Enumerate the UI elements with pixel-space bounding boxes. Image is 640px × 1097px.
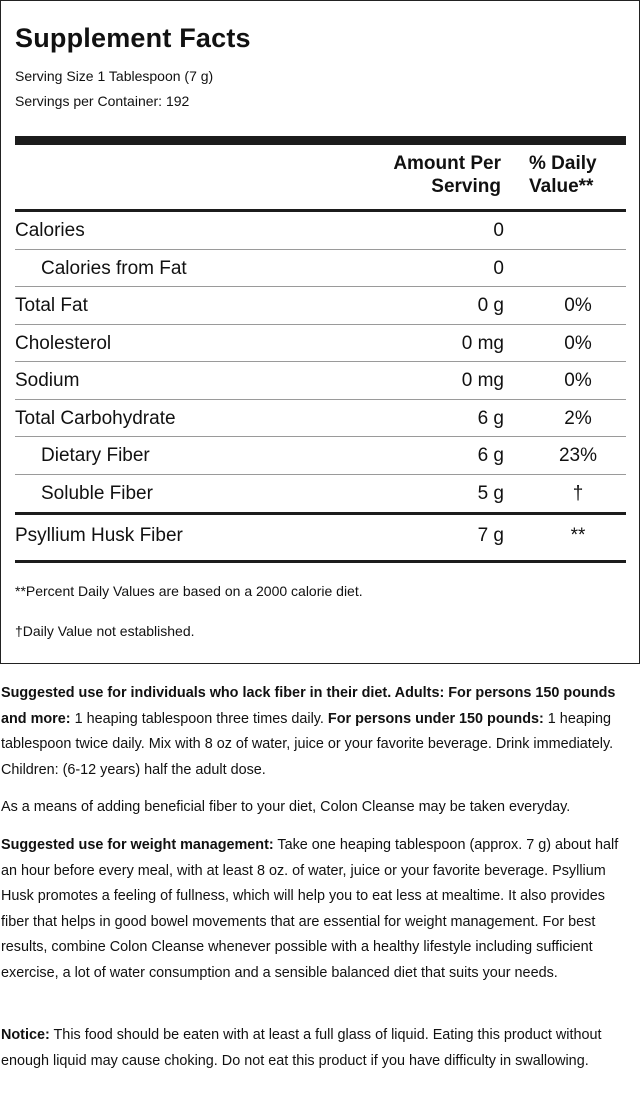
weight-management-heading: Suggested use for weight management: — [1, 837, 274, 853]
nutrient-row-sodium — [15, 362, 626, 399]
daily-value-footnote: **Percent Daily Values are based on a 2000 calorie diet. — [15, 583, 363, 599]
nutrient-amount: 7 g — [477, 525, 504, 546]
nutrient-row-psyllium-husk-fiber — [15, 517, 626, 554]
notice-heading: Notice: — [1, 1027, 50, 1043]
daily-header-line-1: % Daily — [529, 153, 597, 174]
nutrient-daily-value: 2% — [564, 408, 592, 429]
nutrient-name: Calories from Fat — [41, 258, 187, 279]
suggested-use-paragraph — [1, 681, 633, 783]
nutrient-name: Dietary Fiber — [41, 445, 150, 466]
nutrient-row-calories — [15, 212, 626, 249]
nutrient-amount: 6 g — [477, 408, 504, 429]
nutrient-daily-value: † — [572, 483, 584, 504]
nutrient-row-total-carbohydrate — [15, 400, 626, 437]
nutrient-name: Psyllium Husk Fiber — [15, 525, 183, 546]
amount-per-serving-header — [393, 152, 501, 198]
nutrient-row-calories-from-fat — [15, 250, 626, 287]
nutrient-amount: 5 g — [477, 483, 504, 504]
nutrient-daily-value: 23% — [558, 445, 598, 466]
nutrient-row-soluble-fiber — [15, 475, 626, 512]
nutrient-amount: 6 g — [477, 445, 504, 466]
nutrient-amount: 0 mg — [461, 333, 504, 354]
nutrient-row-total-fat — [15, 287, 626, 324]
nutrient-name: Calories — [15, 220, 85, 241]
nutrient-amount: 0 g — [477, 295, 504, 316]
nutrient-daily-value: 0% — [564, 370, 592, 391]
bottom-divider — [15, 560, 626, 563]
panel-title: Supplement Facts — [15, 23, 251, 53]
suggested-use-text-1: 1 heaping tablespoon three times daily. — [70, 710, 328, 727]
weight-management-paragraph — [1, 833, 633, 986]
amount-header-line-2: Serving — [431, 176, 501, 197]
suggested-use-heading: Suggested use for individuals who lack fiber in their diet. Adults: For persons 150 pounds and more: — [1, 685, 616, 727]
nutrient-name: Cholesterol — [15, 333, 112, 354]
serving-size: Serving Size 1 Tablespoon (7 g) — [15, 68, 214, 84]
thick-divider — [15, 136, 626, 145]
nutrient-row-dietary-fiber — [15, 437, 626, 474]
servings-per-container: Servings per Container: 192 — [15, 93, 190, 109]
nutrient-row-cholesterol — [15, 325, 626, 362]
dagger-footnote: †Daily Value not established. — [15, 623, 195, 639]
nutrient-amount: 0 mg — [461, 370, 504, 391]
nutrient-daily-value: ** — [570, 525, 586, 546]
nutrient-daily-value: 0% — [564, 295, 592, 316]
daily-value-header — [529, 152, 597, 198]
suggested-use-text-2: 1 heaping tablespoon twice daily. Mix with 8 oz of water, juice or your favorite beverage. Drink immediately. Children: (6-12 years) half the adult dose. — [1, 710, 614, 778]
nutrient-daily-value: 0% — [564, 333, 592, 354]
notice-paragraph — [1, 1023, 633, 1074]
amount-header-line-1: Amount Per — [393, 153, 501, 174]
nutrient-name: Sodium — [15, 370, 80, 391]
nutrient-name: Soluble Fiber — [41, 483, 153, 504]
under-150-heading: For persons under 150 pounds: — [327, 710, 544, 727]
daily-header-line-2: Value** — [529, 176, 594, 197]
psyllium-divider — [15, 512, 626, 515]
nutrient-amount: 0 — [493, 220, 504, 241]
nutrient-amount: 0 — [493, 258, 504, 279]
nutrient-name: Total Carbohydrate — [15, 408, 176, 429]
notice-text: This food should be eaten with at least a full glass of liquid. Eating this product without enough liquid may cause choking. Do not eat this product if you have difficulty in swallowing. — [1, 1027, 602, 1069]
everyday-use-paragraph: As a means of adding beneficial fiber to your diet, Colon Cleanse may be taken everyday. — [1, 799, 571, 815]
weight-management-text: Take one heaping tablespoon (approx. 7 g) about half an hour before every meal, with at least 8 oz. of water, juice or your favorite beverage. Psyllium Husk promotes a feeling of fullness, which will help you to eat less at mealtime. It also provides fiber that helps in good bowel movements that are essential for weight management. For best results, combine Colon Cleanse whenever possible with a healthy lifestyle including sufficient exercise, a lot of water consumption and a sensible balanced diet that suits your needs. — [1, 837, 619, 981]
nutrient-name: Total Fat — [15, 295, 88, 316]
